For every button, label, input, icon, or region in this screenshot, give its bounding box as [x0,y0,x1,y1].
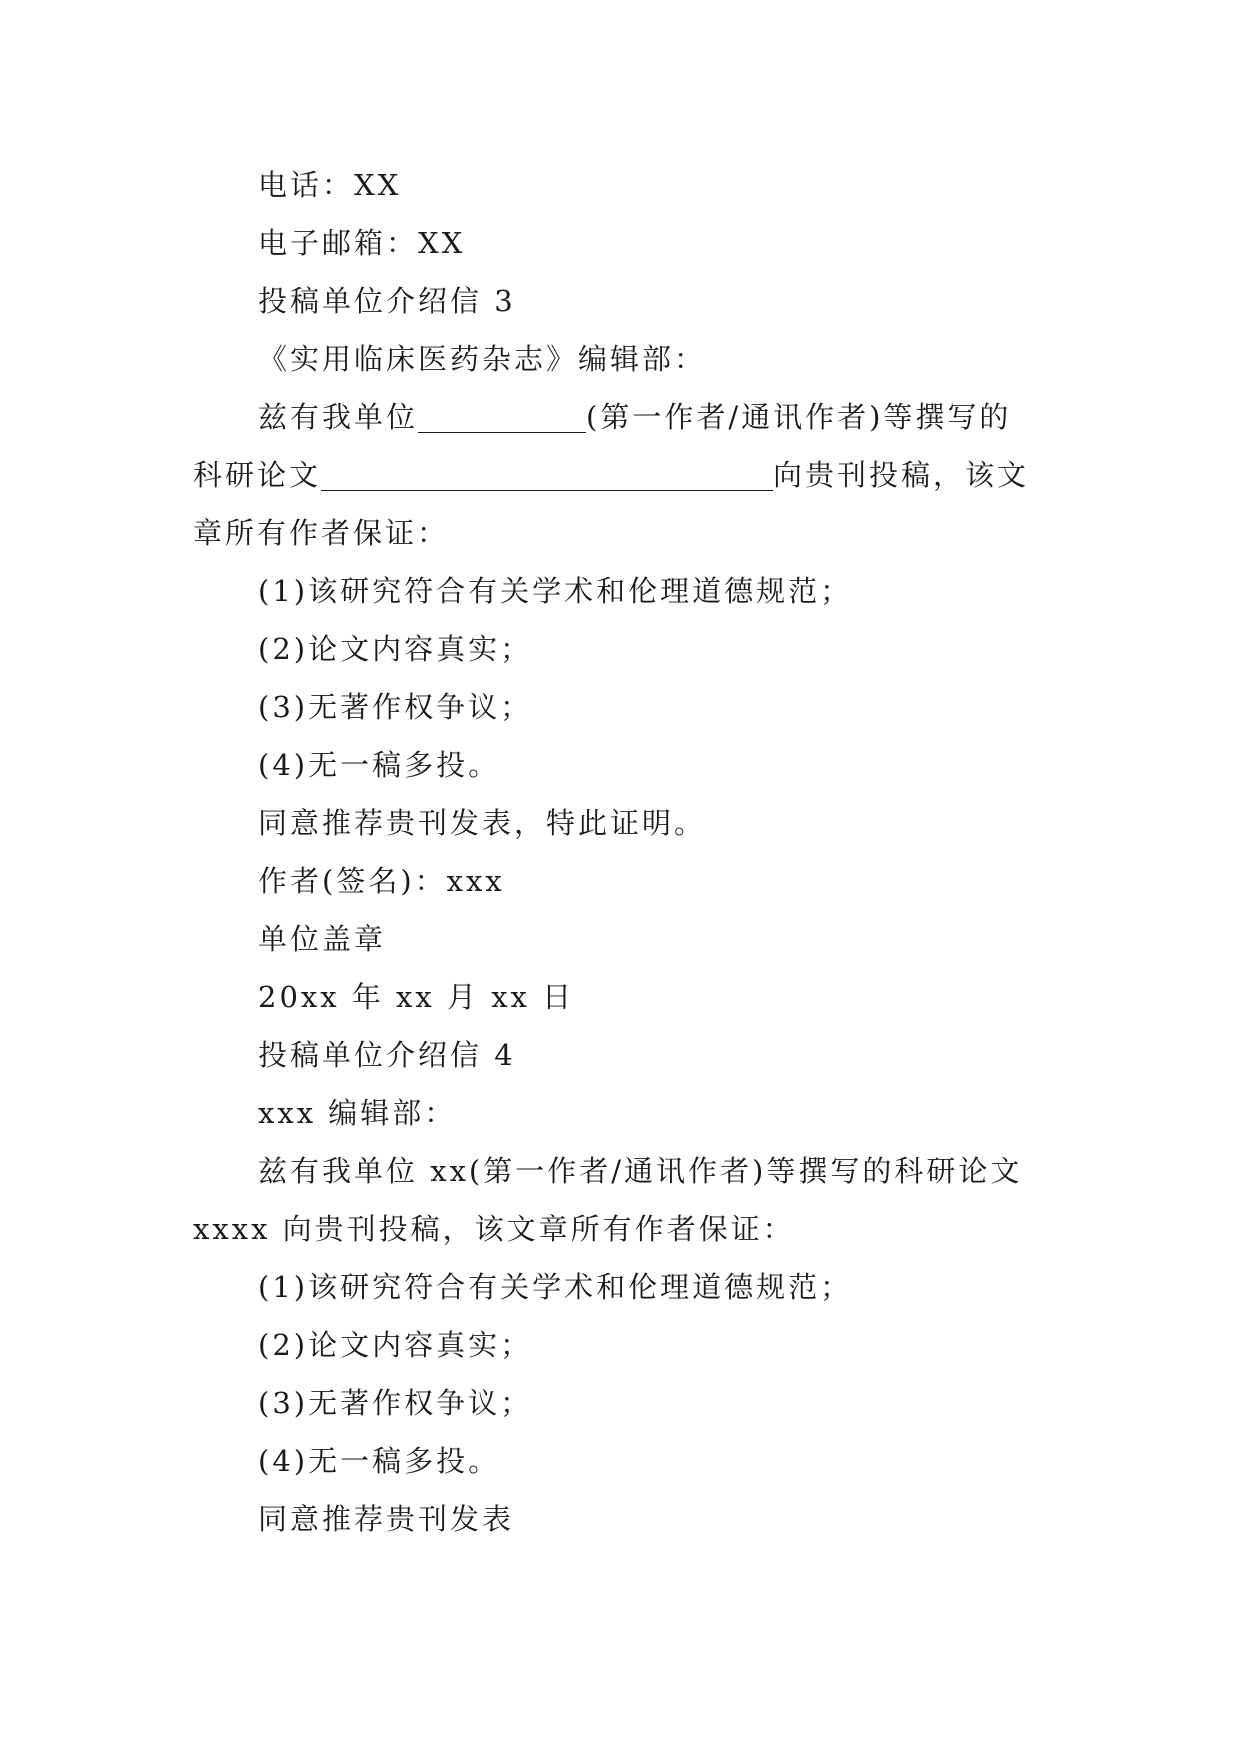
date-3: 20xx 年 xx 月 xx 日 [258,980,575,1014]
body-3-line-3: 章所有作者保证： [193,516,450,550]
item-3-4: (4)无一稿多投。 [258,748,501,782]
item-3-1: (1)该研究符合有关学术和伦理道德规范； [258,574,853,608]
item-4-1: (1)该研究符合有关学术和伦理道德规范； [258,1270,853,1304]
body-3-line-1-end: (第一作者/通讯作者)等撰写的 [586,400,1012,434]
closing-4: 同意推荐贵刊发表 [258,1502,515,1536]
unit-name-blank [418,392,586,433]
item-3-2: (2)论文内容真实； [258,632,533,666]
item-3-3: (3)无著作权争议； [258,690,533,724]
seal-3: 单位盖章 [258,922,387,956]
item-4-3: (3)无著作权争议； [258,1386,533,1420]
closing-3: 同意推荐贵刊发表，特此证明。 [258,806,707,840]
letter-heading-3: 投稿单位介绍信 3 [258,284,516,318]
body-3-line-2 [193,446,1053,504]
letter-heading-4: 投稿单位介绍信 4 [258,1038,516,1072]
salutation-4: xxx 编辑部： [258,1096,457,1130]
body-4-line-1: 兹有我单位 xx(第一作者/通讯作者)等撰写的科研论文 [258,1154,1023,1188]
item-4-4: (4)无一稿多投。 [258,1444,501,1478]
body-3-line-2-start: 科研论文 [193,458,322,492]
email-line: 电子邮箱：XX [258,226,466,260]
item-4-2: (2)论文内容真实； [258,1328,533,1362]
body-3-line-1-start: 兹有我单位 [258,400,419,434]
phone-line: 电话：XX [258,168,402,202]
salutation-3: 《实用临床医药杂志》编辑部： [258,342,707,376]
paper-title-blank [321,450,773,491]
signature-3: 作者(签名)：xxx [258,864,505,898]
document-body [193,156,1053,1548]
body-3-line-2-end: 向贵刊投稿，该文 [773,458,1030,492]
body-3-line-1 [193,388,1053,446]
body-4-line-2: xxxx 向贵刊投稿，该文章所有作者保证： [193,1212,795,1246]
